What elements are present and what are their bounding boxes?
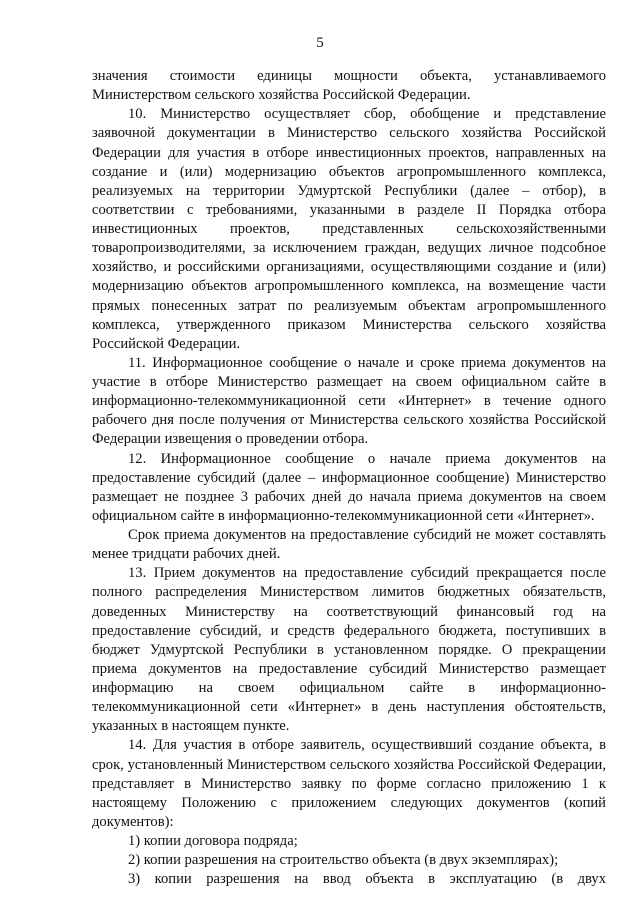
paragraph-item-14: 14. Для участия в отборе заявитель, осуществивший создание объекта, в срок, установленный Министерством сельского хозяйства Российской Федерации, представляет в Министерство заявку по форме согласно приложению 1 к настоящему Положению с приложением следующих документов (копий документов):: [92, 737, 606, 830]
paragraph-deadline: Срок приема документов на предоставление субсидий не может составлять менее тридцати рабочих дней.: [92, 527, 606, 563]
paragraph-item-10: 10. Министерство осуществляет сбор, обобщение и представление заявочной документации в Министерство сельского хозяйства Российской Федерации для участия в отборе инвестиционных проектов, направленных на создание и (или) модернизацию объектов агропромышленного комплекса, реализуемых на территории Удмуртской Республики (далее – отбор), в соответствии с требованиями, указанными в разделе II Порядка отбора инвестиционных проектов, представленных сельскохозяйственными товаропроизводителями, за исключением граждан, ведущих личное подсобное хозяйство, и российскими организациями, осуществляющими создание и (или) модернизацию объектов агропромышленного комплекса, на возмещение части прямых понесенных затрат по реализуемым объектам агропромышленного комплекса, утвержденного приказом Министерства сельского хозяйства Российской Федерации.: [92, 106, 606, 352]
list-item: 2) копии разрешения на строительство объекта (в двух экземплярах);: [128, 852, 559, 869]
list-item: 3) копии разрешения на ввод объекта в эксплуатацию (в двух: [128, 871, 606, 888]
document-body: [92, 67, 606, 889]
paragraph-item-11: 11. Информационное сообщение о начале и сроке приема документов на участие в отборе Министерство размещает на своем официальном сайте в информационно-телекоммуникационной сети «Интернет» в течение одного рабочего дня после получения от Министерства сельского хозяйства Российской Федерации извещения о проведении отбора.: [92, 354, 606, 448]
list-item: 1) копии договора подряда;: [128, 833, 298, 849]
paragraph-continuation: значения стоимости единицы мощности объекта, устанавливаемого Министерством сельского хозяйства Российской Федерации.: [92, 68, 606, 104]
paragraph-item-12: 12. Информационное сообщение о начале приема документов на предоставление субсидий (далее – информационное сообщение) Министерство размещает не позднее 3 рабочих дней до начала приема документов на своем официальном сайте в информационно-телекоммуникационной сети «Интернет».: [92, 450, 606, 524]
paragraph-item-13: 13. Прием документов на предоставление субсидий прекращается после полного распределения Министерством лимитов бюджетных обязательств, доведенных Министерству на соответствующий финансовый год на предоставление субсидий, и средств федерального бюджета, поступивших в бюджет Удмуртской Республики в установленном порядке. О прекращении приема документов на предоставление субсидий Министерство размещает информацию на своем официальном сайте в информационно-телекоммуникационной сети «Интернет» в день наступления обстоятельств, указанных в настоящем пункте.: [92, 565, 606, 735]
page-number: 5: [316, 35, 324, 51]
